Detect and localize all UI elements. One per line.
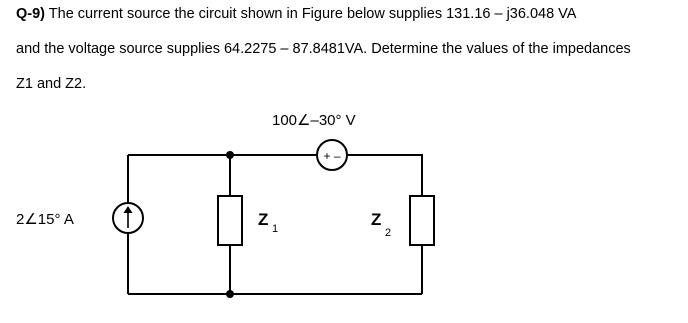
z2-label-letter: Z [371, 210, 382, 229]
impedance-z2-box [410, 196, 434, 245]
voltage-source-symbol [317, 140, 347, 170]
question-line-2: and the voltage source supplies 64.2275 – 87.8481VA. Determine the values of the impedances [16, 41, 631, 57]
junction-dot-top [226, 151, 234, 159]
voltage-source-polarity: + – [323, 149, 341, 163]
current-source-symbol [113, 203, 143, 233]
z2-label-subscript: 2 [385, 227, 392, 239]
junction-dot-bottom [226, 290, 234, 298]
current-source-label: 2∠15° A [16, 211, 74, 228]
top-wire-right [347, 155, 422, 196]
question-number: Q-9) [16, 6, 45, 22]
z1-label-letter: Z [258, 210, 269, 229]
voltage-source-label: 100∠–30° V [272, 112, 356, 129]
impedance-z1-box [218, 196, 242, 245]
question-line-3: Z1 and Z2. [16, 76, 87, 92]
z1-label-subscript: 1 [272, 223, 279, 235]
question-line-1-text: The current source the circuit shown in Figure below supplies 131.16 – j36.048 VA [45, 6, 577, 22]
